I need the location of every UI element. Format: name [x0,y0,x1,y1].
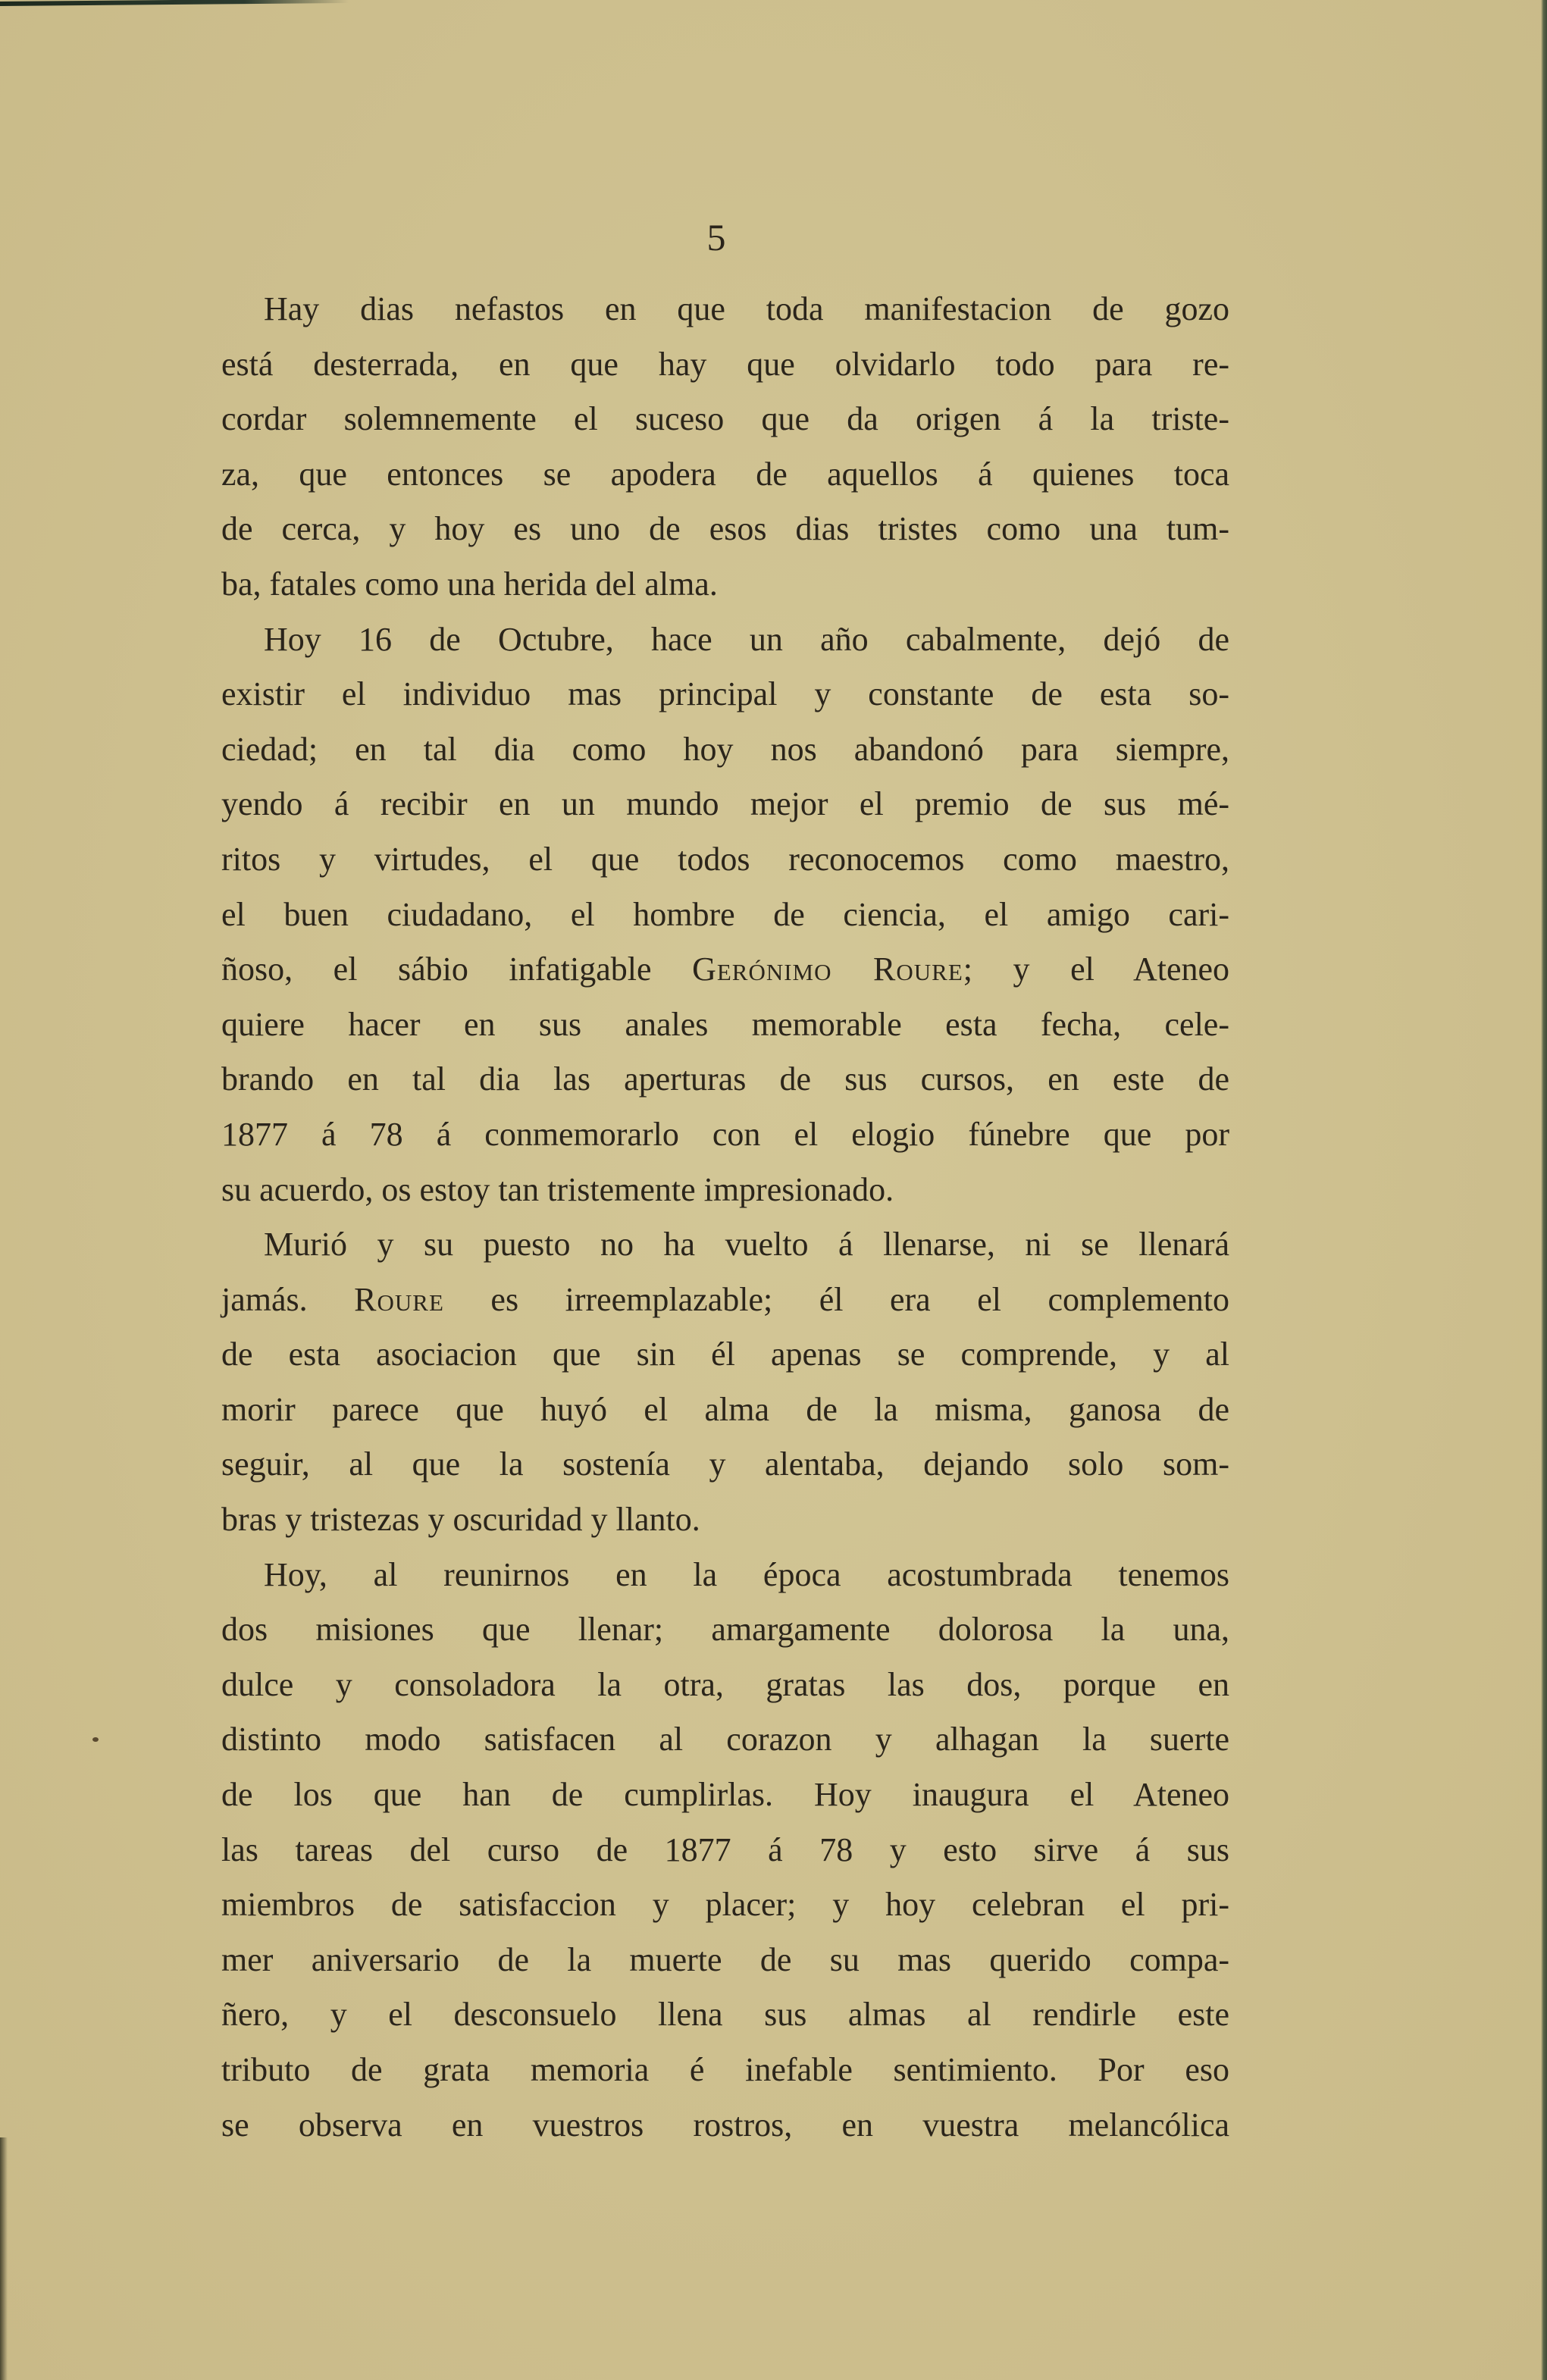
text-line: 1877 á 78 á conmemorarlo con el elogio fúnebre que por [221,1115,1229,1153]
text-line: distinto modo satisfacen al corazon y alhagan la suerte [221,1721,1229,1758]
page-number: 5 [706,216,726,258]
text-run: es irreemplazable; él era el complemento [443,1280,1229,1318]
text-line: ritos y virtudes, el que todos reconocemos como maestro, [221,840,1229,878]
text-line: morir parece que huyó el alma de la misma, ganosa de [221,1390,1229,1428]
text-line: dos misiones que llenar; amargamente dolorosa la una, [221,1611,1229,1649]
text-line: brando en tal dia las aperturas de sus cursos, en este de [221,1060,1229,1098]
text-line: za, que entonces se apodera de aquellos á quienes toca [221,455,1229,493]
text-line: las tareas del curso de 1877 á 78 y esto sirve á sus [221,1830,1229,1868]
text-line [221,942,1229,997]
page-top-edge-shadow [0,0,349,6]
text-line: Hoy 16 de Octubre, hace un año cabalmente, dejó de [264,620,1229,658]
page-right-edge-shadow [1541,0,1547,2380]
body-text [221,282,1229,2153]
text-line: existir el individuo mas principal y constante de esta so- [221,675,1229,713]
text-line: ñero, y el desconsuelo llena sus almas al rendirle este [221,1996,1229,2034]
text-line: seguir, al que la sostenía y alentaba, dejando solo som- [221,1445,1229,1483]
person-name: Roure [354,1280,444,1318]
text-line: miembros de satisfaccion y placer; y hoy celebran el pri- [221,1886,1229,1924]
page-left-edge-shadow [0,2137,8,2380]
text-line: quiere hacer en sus anales memorable esta fecha, cele- [221,1005,1229,1043]
paragraph [221,1217,1229,1548]
text-line: está desterrada, en que hay que olvidarlo todo para re- [221,345,1229,383]
text-line: mer aniversario de la muerte de su mas querido compa- [221,1940,1229,1978]
text-line: ba, fatales como una herida del alma. [221,565,718,603]
text-run: ñoso, el sábio infatigable [221,950,693,988]
text-line: de esta asociacion que sin él apenas se comprende, y al [221,1336,1229,1373]
text-line: el buen ciudadano, el hombre de ciencia, el amigo cari- [221,895,1229,933]
text-line: Hay dias nefastos en que toda manifestacion de gozo [264,290,1229,327]
text-line: su acuerdo, os estoy tan tristemente impresionado. [221,1170,894,1208]
paragraph [221,1548,1229,2153]
text-line: cordar solemnemente el suceso que da origen á la triste- [221,400,1229,438]
text-run: ; y el Ateneo [963,950,1230,988]
text-line: yendo á recibir en un mundo mejor el premio de sus mé- [221,785,1229,823]
text-line [221,1273,1229,1328]
text-run: jamás. [221,1280,355,1318]
text-line: Murió y su puesto no ha vuelto á llenarse, ni se llenará [264,1226,1229,1264]
text-line: ciedad; en tal dia como hoy nos abandonó para siempre, [221,730,1229,768]
paragraph [221,612,1229,1218]
paragraph [221,282,1229,612]
ink-speck [92,1737,99,1742]
person-name: Gerónimo Roure [692,950,963,988]
text-line: de cerca, y hoy es uno de esos dias tristes como una tum- [221,510,1229,548]
text-line: tributo de grata memoria é inefable sentimiento. Por eso [221,2051,1229,2088]
text-line: Hoy, al reunirnos en la época acostumbrada tenemos [264,1555,1229,1593]
text-line: dulce y consoladora la otra, gratas las dos, porque en [221,1665,1229,1703]
text-line: bras y tristezas y oscuridad y llanto. [221,1501,700,1539]
text-line: de los que han de cumplirlas. Hoy inaugura el Ateneo [221,1776,1229,1814]
text-line: se observa en vuestros rostros, en vuestra melancólica [221,2106,1229,2144]
